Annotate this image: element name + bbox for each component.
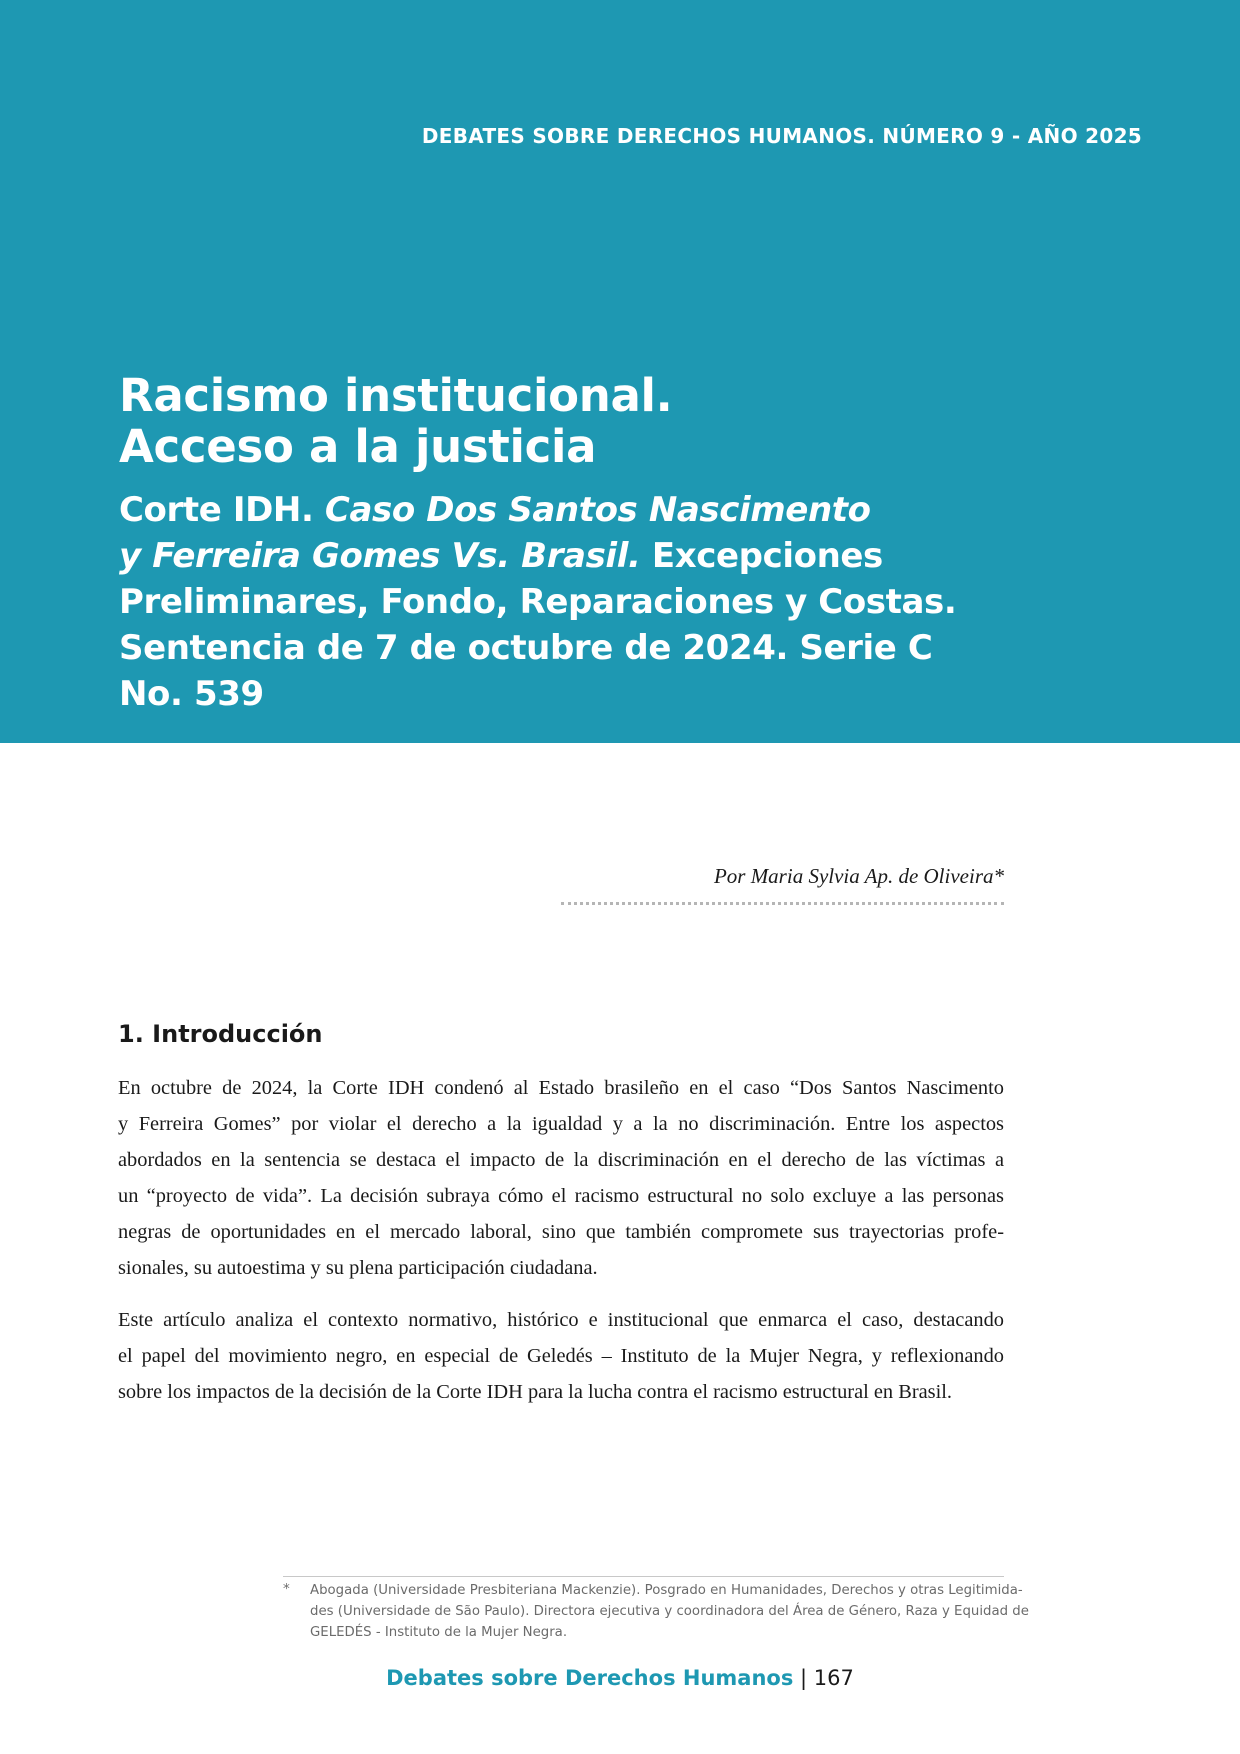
article-title: [119, 370, 672, 472]
section-heading: 1. Introducción: [118, 1020, 323, 1048]
paragraph-1-line: En octubre de 2024, la Corte IDH condenó al Estado brasileño en el caso “Dos Santos Nascimento: [118, 1077, 1004, 1099]
footnote-line: Abogada (Universidade Presbiteriana Mackenzie). Posgrado en Humanidades, Derechos y otras Legitimida-: [310, 1583, 1023, 1598]
paragraph-1-line: sionales, su autoestima y su plena participación ciudadana.: [118, 1257, 598, 1279]
subtitle-case-name-a: Caso Dos Santos Nascimento: [324, 490, 871, 530]
series-header: DEBATES SOBRE DERECHOS HUMANOS. NÚMERO 9 - AÑO 2025: [421, 124, 1142, 148]
paragraph-2-line: sobre los impactos de la decisión de la Corte IDH para la lucha contra el racismo estructural en Brasil.: [118, 1381, 953, 1403]
title-line-2: Acceso a la justicia: [119, 420, 597, 473]
author-dotted-divider: [561, 902, 1004, 905]
footnote-marker: *: [283, 1581, 290, 1597]
subtitle-excepciones: Excepciones: [640, 536, 883, 576]
subtitle-line-5: No. 539: [119, 674, 264, 714]
footnote-text: [310, 1580, 1029, 1643]
author-byline: Por Maria Sylvia Ap. de Oliveira*: [713, 864, 1004, 888]
page-number: 167: [813, 1666, 854, 1690]
header-banner: [0, 0, 1240, 743]
footnote-line: GELEDÉS - Instituto de la Mujer Negra.: [310, 1625, 568, 1640]
footer-separator: |: [800, 1666, 808, 1690]
subtitle-line-4: Sentencia de 7 de octubre de 2024. Serie C: [119, 628, 933, 668]
paragraph-2-line: Este artículo analiza el contexto normativo, histórico e institucional que enmarca el caso, destacando: [118, 1309, 1004, 1331]
intro-paragraph-1: [118, 1070, 1004, 1286]
intro-paragraph-2: [118, 1302, 1004, 1410]
subtitle-court: Corte IDH.: [119, 490, 325, 530]
paragraph-1-line: un “proyecto de vida”. La decisión subraya cómo el racismo estructural no solo excluye a las personas: [118, 1185, 1004, 1207]
article-subtitle: [119, 487, 1119, 717]
subtitle-line-2: [119, 533, 1119, 579]
page-footer: [0, 1666, 1240, 1690]
subtitle-line-1: [119, 487, 1119, 533]
subtitle-line-3: Preliminares, Fondo, Reparaciones y Costas.: [119, 582, 957, 622]
paragraph-1-line: y Ferreira Gomes” por violar el derecho a la igualdad y a la no discriminación. Entre los aspectos: [118, 1113, 1004, 1135]
paragraph-1-line: abordados en la sentencia se destaca el impacto de la discriminación en el derecho de las víctimas a: [118, 1149, 1004, 1171]
footnote-line: des (Universidade de São Paulo). Directora ejecutiva y coordinadora del Área de Género, Raza y Equidad de: [310, 1604, 1029, 1619]
footnote-divider: [283, 1576, 1004, 1577]
subtitle-case-name-b: y Ferreira Gomes Vs. Brasil.: [119, 536, 641, 576]
paragraph-1-line: negras de oportunidades en el mercado laboral, sino que también compromete sus trayectorias profe-: [118, 1221, 1004, 1243]
title-line-1: Racismo institucional.: [119, 369, 673, 422]
footer-journal-name: Debates sobre Derechos Humanos: [386, 1666, 794, 1690]
paragraph-2-line: el papel del movimiento negro, en especial de Geledés – Instituto de la Mujer Negra, y reflexionando: [118, 1345, 1004, 1367]
